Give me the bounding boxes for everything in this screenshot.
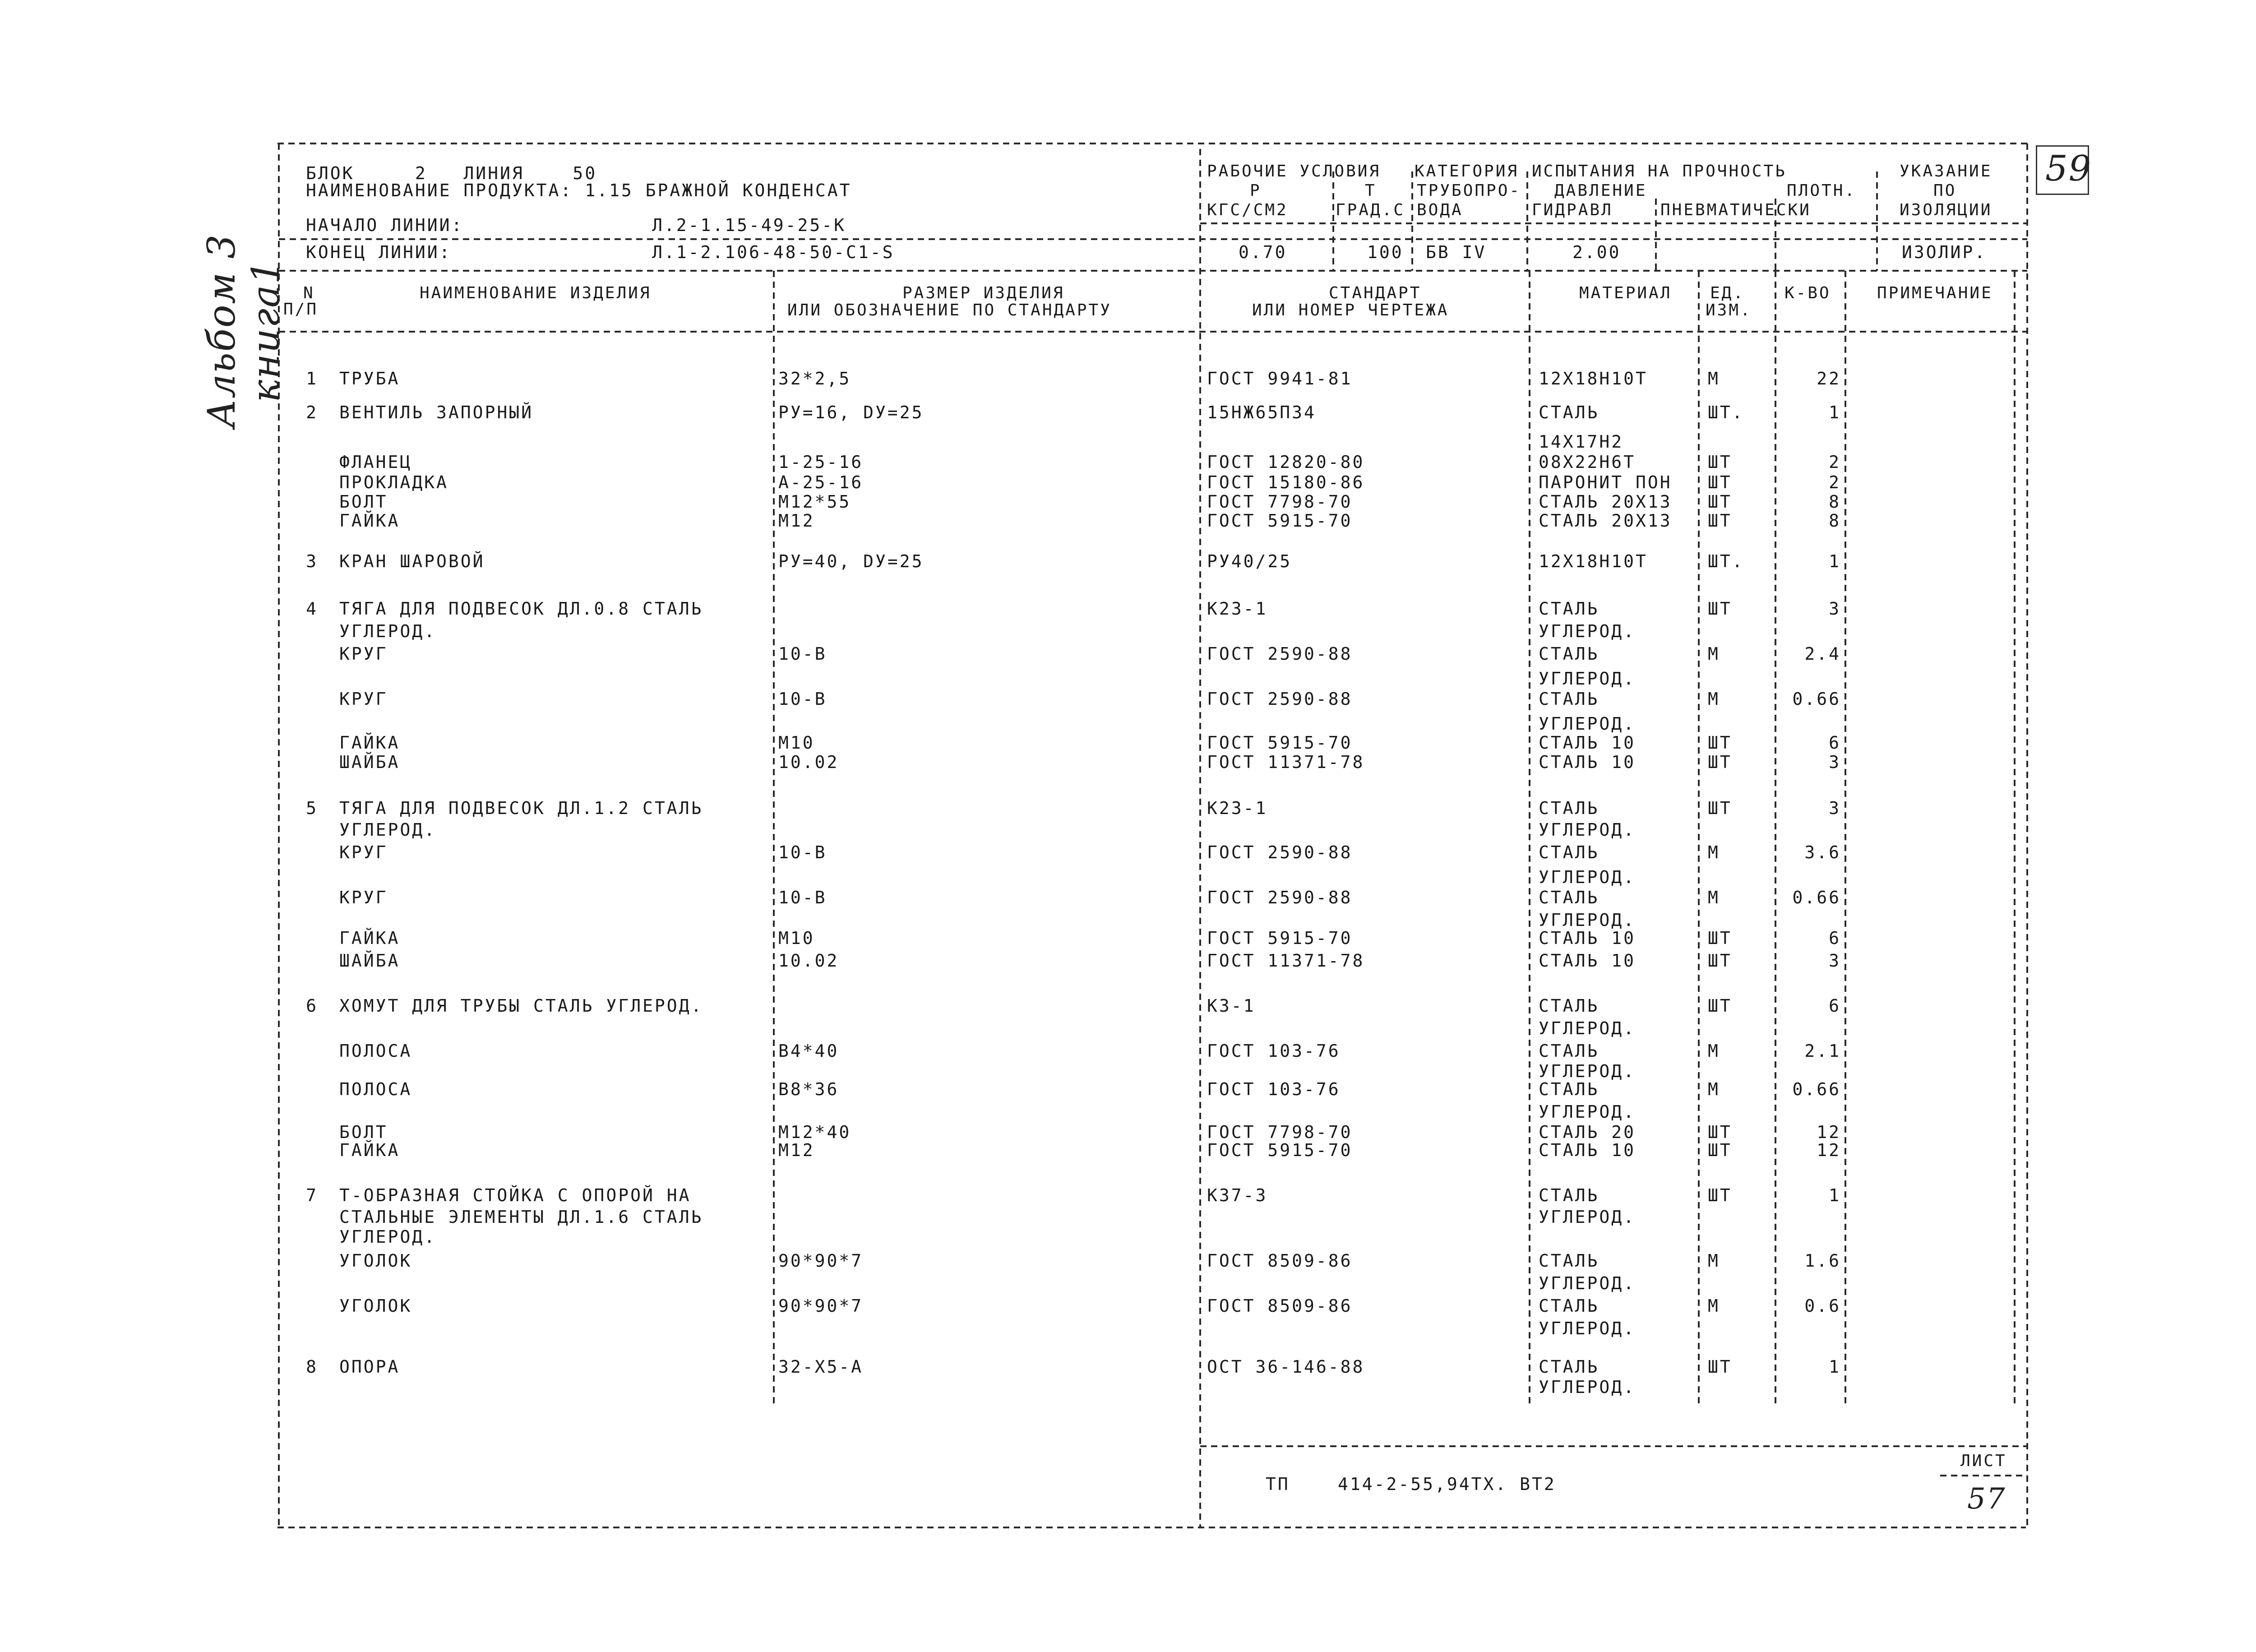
item-material: СТАЛЬ — [1539, 689, 1600, 709]
tp-label: ТП — [1266, 1474, 1290, 1494]
sheet-label: ЛИСТ — [1960, 1452, 2007, 1470]
product-name: НАИМЕНОВАНИЕ ПРОДУКТА: 1.15 БРАЖНОЙ КОНДЕНСАТ — [306, 180, 852, 200]
item-material: УГЛЕРОД. — [1539, 910, 1636, 930]
item-material: УГЛЕРОД. — [1539, 1377, 1636, 1397]
item-unit: ШТ — [1708, 733, 1732, 753]
item-qty: 1.6 — [1804, 1251, 1841, 1271]
col-unit-1: ЕД. — [1710, 284, 1745, 302]
item-standard: ГОСТ 7798-70 — [1207, 492, 1353, 512]
item-name: ПОЛОСА — [339, 1041, 412, 1061]
row-number: 4 — [306, 599, 318, 619]
col-unit-2: ИЗМ. — [1706, 301, 1752, 319]
item-material: СТАЛЬ — [1539, 1296, 1600, 1316]
item-standard: ГОСТ 5915-70 — [1207, 511, 1353, 531]
item-unit: ШТ — [1708, 452, 1732, 472]
item-qty: 2 — [1829, 452, 1841, 472]
item-qty: 12 — [1817, 1122, 1841, 1142]
item-unit: М — [1708, 1251, 1720, 1271]
item-qty: 6 — [1829, 996, 1841, 1016]
item-material: СТАЛЬ 10 — [1539, 733, 1636, 753]
item-material: СТАЛЬ 20 — [1539, 1122, 1636, 1142]
item-standard: К3-1 — [1207, 996, 1256, 1016]
pipeline-label-2: ВОДА — [1417, 201, 1463, 219]
item-name: ГАЙКА — [339, 928, 400, 948]
item-standard: ГОСТ 2590-88 — [1207, 644, 1353, 664]
item-size: 10-В — [778, 888, 827, 907]
item-name: ПОЛОСА — [339, 1079, 412, 1099]
col-material: МАТЕРИАЛ — [1579, 284, 1672, 302]
item-standard: ГОСТ 11371-78 — [1207, 752, 1365, 772]
item-name: СТАЛЬНЫЕ ЭЛЕМЕНТЫ ДЛ.1.6 СТАЛЬ — [339, 1207, 703, 1227]
item-qty: 1 — [1829, 403, 1841, 422]
item-unit: ШТ — [1708, 996, 1732, 1016]
item-qty: 22 — [1817, 369, 1841, 389]
item-name: Т-ОБРАЗНАЯ СТОЙКА С ОПОРОЙ НА — [339, 1185, 691, 1205]
item-name: КРУГ — [339, 644, 388, 664]
item-unit: ШТ — [1708, 1185, 1732, 1205]
item-unit: М — [1708, 644, 1720, 664]
item-material: СТАЛЬ 10 — [1539, 928, 1636, 948]
category-value: БВ IV — [1426, 242, 1487, 262]
item-standard: 15НЖ65П34 — [1207, 403, 1316, 422]
item-name: УГОЛОК — [339, 1296, 412, 1316]
item-size: В8*36 — [778, 1079, 839, 1099]
density-label: ПЛОТН. — [1787, 181, 1857, 200]
item-standard: ГОСТ 11371-78 — [1207, 951, 1365, 971]
item-material: УГЛЕРОД. — [1539, 820, 1636, 840]
item-standard: К23-1 — [1207, 798, 1268, 818]
item-name: БОЛТ — [339, 492, 388, 512]
item-qty: 2 — [1829, 472, 1841, 492]
insulation-label-1: УКАЗАНИЕ — [1900, 162, 1992, 180]
item-size: 90*90*7 — [778, 1296, 864, 1316]
item-size: А-25-16 — [778, 472, 864, 492]
item-material: СТАЛЬ 10 — [1539, 951, 1636, 971]
item-standard: ГОСТ 2590-88 — [1207, 842, 1353, 862]
item-standard: К37-3 — [1207, 1185, 1268, 1205]
item-size: В4*40 — [778, 1041, 839, 1061]
item-qty: 2.1 — [1804, 1041, 1841, 1061]
item-standard: К23-1 — [1207, 599, 1268, 619]
p-unit: КГС/СМ2 — [1207, 201, 1288, 219]
row-number: 5 — [306, 798, 318, 818]
item-qty: 8 — [1829, 511, 1841, 531]
item-qty: 1 — [1829, 551, 1841, 571]
p-label: Р — [1250, 181, 1262, 200]
item-size: М12*40 — [778, 1122, 851, 1142]
pneumatic-label: ПНЕВМАТИЧЕСКИ — [1660, 201, 1811, 219]
strength-tests-label: ИСПЫТАНИЯ НА ПРОЧНОСТЬ — [1532, 162, 1787, 180]
item-qty: 2.4 — [1804, 644, 1841, 664]
item-unit: ШТ — [1708, 1357, 1732, 1377]
p-value: 0.70 — [1239, 242, 1287, 262]
item-name: ФЛАНЕЦ — [339, 452, 412, 472]
item-unit: ШТ — [1708, 951, 1732, 971]
item-material: УГЛЕРОД. — [1539, 867, 1636, 887]
item-standard: ГОСТ 2590-88 — [1207, 888, 1353, 907]
row-number: 1 — [306, 369, 318, 389]
item-material: УГЛЕРОД. — [1539, 1319, 1636, 1338]
item-standard: ГОСТ 2590-88 — [1207, 689, 1353, 709]
item-qty: 8 — [1829, 492, 1841, 512]
row-number: 3 — [306, 551, 318, 571]
item-material: СТАЛЬ — [1539, 644, 1600, 664]
sheet-number: 57 — [1967, 1482, 2006, 1516]
item-name: ГАЙКА — [339, 511, 400, 531]
t-unit: ГРАД.С — [1336, 201, 1405, 219]
item-size: 10.02 — [778, 951, 839, 971]
item-size: 90*90*7 — [778, 1251, 864, 1271]
hydraulic-value: 2.00 — [1572, 242, 1621, 262]
item-name: ГАЙКА — [339, 1140, 400, 1160]
item-size: 32-Х5-А — [778, 1357, 864, 1377]
item-material: СТАЛЬ — [1539, 842, 1600, 862]
item-material: СТАЛЬ — [1539, 599, 1600, 619]
col-std-1: СТАНДАРТ — [1329, 284, 1422, 302]
hydraulic-label: ГИДРАВЛ — [1532, 201, 1613, 219]
item-name: УГОЛОК — [339, 1251, 412, 1271]
item-name: ТЯГА ДЛЯ ПОДВЕСОК ДЛ.0.8 СТАЛЬ — [339, 599, 703, 619]
item-name: УГЛЕРОД. — [339, 621, 437, 641]
item-material: УГЛЕРОД. — [1539, 1061, 1636, 1081]
item-standard: ГОСТ 8509-86 — [1207, 1251, 1353, 1271]
item-qty: 3 — [1829, 798, 1841, 818]
item-qty: 1 — [1829, 1185, 1841, 1205]
line-start-value: Л.2-1.15-49-25-К — [652, 215, 846, 235]
item-standard: ГОСТ 8509-86 — [1207, 1296, 1353, 1316]
item-qty: 3.6 — [1804, 842, 1841, 862]
item-size: 10-В — [778, 644, 827, 664]
item-material: СТАЛЬ 10 — [1539, 1140, 1636, 1160]
col-qty: К-ВО — [1784, 284, 1831, 302]
line-start-label: НАЧАЛО ЛИНИИ: — [306, 215, 464, 235]
t-value: 100 — [1367, 242, 1404, 262]
item-qty: 0.66 — [1792, 689, 1841, 709]
col-num-2: П/П — [283, 300, 319, 319]
col-note: ПРИМЕЧАНИЕ — [1877, 284, 1993, 302]
working-conditions-label: РАБОЧИЕ УСЛОВИЯ — [1207, 162, 1381, 180]
item-unit: ШТ — [1708, 1140, 1732, 1160]
item-unit: ШТ — [1708, 798, 1732, 818]
item-name: УГЛЕРОД. — [339, 1227, 437, 1247]
item-unit: ШТ — [1708, 511, 1732, 531]
item-material: УГЛЕРОД. — [1539, 714, 1636, 734]
item-standard: ГОСТ 5915-70 — [1207, 1140, 1353, 1160]
item-qty: 6 — [1829, 733, 1841, 753]
item-unit: М — [1708, 1296, 1720, 1316]
col-size-1: РАЗМЕР ИЗДЕЛИЯ — [902, 284, 1065, 302]
item-size: 10-В — [778, 689, 827, 709]
pressure-label: ДАВЛЕНИЕ — [1554, 181, 1647, 200]
line-end-label: КОНЕЦ ЛИНИИ: — [306, 242, 452, 262]
item-name: КРУГ — [339, 888, 388, 907]
item-qty: 3 — [1829, 951, 1841, 971]
item-name: ТЯГА ДЛЯ ПОДВЕСОК ДЛ.1.2 СТАЛЬ — [339, 798, 703, 818]
insulation-label-3: ИЗОЛЯЦИИ — [1900, 201, 1992, 219]
insulation-label-2: ПО — [1933, 181, 1957, 200]
item-size: М10 — [778, 928, 815, 948]
item-qty: 3 — [1829, 599, 1841, 619]
item-size: РУ=16, DУ=25 — [778, 403, 924, 422]
item-size: М12*55 — [778, 492, 851, 512]
item-name: ГАЙКА — [339, 733, 400, 753]
item-standard: ГОСТ 12820-80 — [1207, 452, 1365, 472]
item-material: СТАЛЬ — [1539, 996, 1600, 1016]
item-material: СТАЛЬ — [1539, 403, 1600, 422]
item-material: СТАЛЬ — [1539, 798, 1600, 818]
item-standard: РУ40/25 — [1207, 551, 1292, 571]
item-size: М10 — [778, 733, 815, 753]
item-name: ХОМУТ ДЛЯ ТРУБЫ СТАЛЬ УГЛЕРОД. — [339, 996, 703, 1016]
sheet-box-number: 59 — [2045, 148, 2092, 189]
item-name: КРАН ШАРОВОЙ — [339, 551, 485, 571]
item-material: СТАЛЬ — [1539, 1357, 1600, 1377]
item-qty: 3 — [1829, 752, 1841, 772]
item-material: СТАЛЬ — [1539, 888, 1600, 907]
item-unit: М — [1708, 1079, 1720, 1099]
item-qty: 0.66 — [1792, 1079, 1841, 1099]
item-name: КРУГ — [339, 689, 388, 709]
item-material: СТАЛЬ — [1539, 1251, 1600, 1271]
item-name: ТРУБА — [339, 369, 400, 389]
item-name: ШАЙБА — [339, 752, 400, 772]
item-material: СТАЛЬ 20Х13 — [1539, 492, 1672, 512]
item-material: СТАЛЬ 10 — [1539, 752, 1636, 772]
item-standard: ГОСТ 5915-70 — [1207, 733, 1353, 753]
block-line: БЛОК 2 ЛИНИЯ 50 — [306, 163, 597, 183]
item-material: УГЛЕРОД. — [1539, 1273, 1636, 1293]
category-label: КАТЕГОРИЯ — [1415, 162, 1519, 180]
item-size: 10-В — [778, 842, 827, 862]
item-unit: М — [1708, 369, 1720, 389]
item-name: УГЛЕРОД. — [339, 820, 437, 840]
item-name: ОПОРА — [339, 1357, 400, 1377]
item-size: РУ=40, DУ=25 — [778, 551, 924, 571]
item-qty: 1 — [1829, 1357, 1841, 1377]
item-qty: 6 — [1829, 928, 1841, 948]
pipeline-label-1: ТРУБОПРО- — [1417, 181, 1521, 200]
item-material: ПАРОНИТ ПОН — [1539, 472, 1672, 492]
item-material: СТАЛЬ — [1539, 1041, 1600, 1061]
item-unit: М — [1708, 888, 1720, 907]
item-unit: ШТ — [1708, 492, 1732, 512]
item-qty: 12 — [1817, 1140, 1841, 1160]
item-qty: 0.6 — [1804, 1296, 1841, 1316]
item-material: 08Х22Н6Т — [1539, 452, 1636, 472]
item-standard: ОСТ 36-146-88 — [1207, 1357, 1365, 1377]
item-material: УГЛЕРОД. — [1539, 1102, 1636, 1122]
item-standard: ГОСТ 7798-70 — [1207, 1122, 1353, 1142]
item-qty: 0.66 — [1792, 888, 1841, 907]
item-material: СТАЛЬ — [1539, 1079, 1600, 1099]
item-material: 12Х18Н10Т — [1539, 551, 1648, 571]
item-size: 32*2,5 — [778, 369, 851, 389]
item-standard: ГОСТ 15180-86 — [1207, 472, 1365, 492]
item-size: М12 — [778, 1140, 815, 1160]
insulation-value: ИЗОЛИР. — [1902, 242, 1987, 262]
item-name: ПРОКЛАДКА — [339, 472, 448, 492]
line-end-value: Л.1-2.106-48-50-С1-S — [652, 242, 895, 262]
item-material: СТАЛЬ — [1539, 1185, 1600, 1205]
item-unit: М — [1708, 689, 1720, 709]
item-material: УГЛЕРОД. — [1539, 621, 1636, 641]
item-unit: ШТ. — [1708, 403, 1744, 422]
item-standard: ГОСТ 9941-81 — [1207, 369, 1353, 389]
item-unit: ШТ — [1708, 599, 1732, 619]
item-name: БОЛТ — [339, 1122, 388, 1142]
margin-handwritten-note: Альбом 3 книга1 — [199, 233, 288, 428]
item-standard: ГОСТ 5915-70 — [1207, 928, 1353, 948]
item-unit: ШТ. — [1708, 551, 1744, 571]
item-material: 12Х18Н10Т — [1539, 369, 1648, 389]
row-number: 8 — [306, 1357, 318, 1377]
item-material: СТАЛЬ 20Х13 — [1539, 511, 1672, 531]
item-size: М12 — [778, 511, 815, 531]
item-unit: ШТ — [1708, 752, 1732, 772]
item-standard: ГОСТ 103-76 — [1207, 1079, 1341, 1099]
col-size-2: ИЛИ ОБОЗНАЧЕНИЕ ПО СТАНДАРТУ — [787, 301, 1112, 319]
row-number: 7 — [306, 1185, 318, 1205]
t-label: Т — [1365, 181, 1377, 200]
item-unit: ШТ — [1708, 928, 1732, 948]
col-num-1: N — [303, 284, 315, 302]
item-unit: М — [1708, 842, 1720, 862]
document-code: 414-2-55,94ТХ. ВТ2 — [1338, 1474, 1556, 1494]
item-material: 14Х17Н2 — [1539, 432, 1624, 452]
item-material: УГЛЕРОД. — [1539, 1207, 1636, 1227]
item-material: УГЛЕРОД. — [1539, 669, 1636, 689]
item-size: 1-25-16 — [778, 452, 864, 472]
col-std-2: ИЛИ НОМЕР ЧЕРТЕЖА — [1252, 301, 1449, 319]
item-standard: ГОСТ 103-76 — [1207, 1041, 1341, 1061]
item-unit: ШТ — [1708, 472, 1732, 492]
item-material: УГЛЕРОД. — [1539, 1018, 1636, 1038]
col-name: НАИМЕНОВАНИЕ ИЗДЕЛИЯ — [420, 284, 652, 302]
item-unit: М — [1708, 1041, 1720, 1061]
item-unit: ШТ — [1708, 1122, 1732, 1142]
item-name: ВЕНТИЛЬ ЗАПОРНЫЙ — [339, 403, 534, 422]
item-name: КРУГ — [339, 842, 388, 862]
sheet-number-box — [2036, 145, 2092, 195]
row-number: 6 — [306, 996, 318, 1016]
row-number: 2 — [306, 403, 318, 422]
item-size: 10.02 — [778, 752, 839, 772]
item-name: ШАЙБА — [339, 951, 400, 971]
